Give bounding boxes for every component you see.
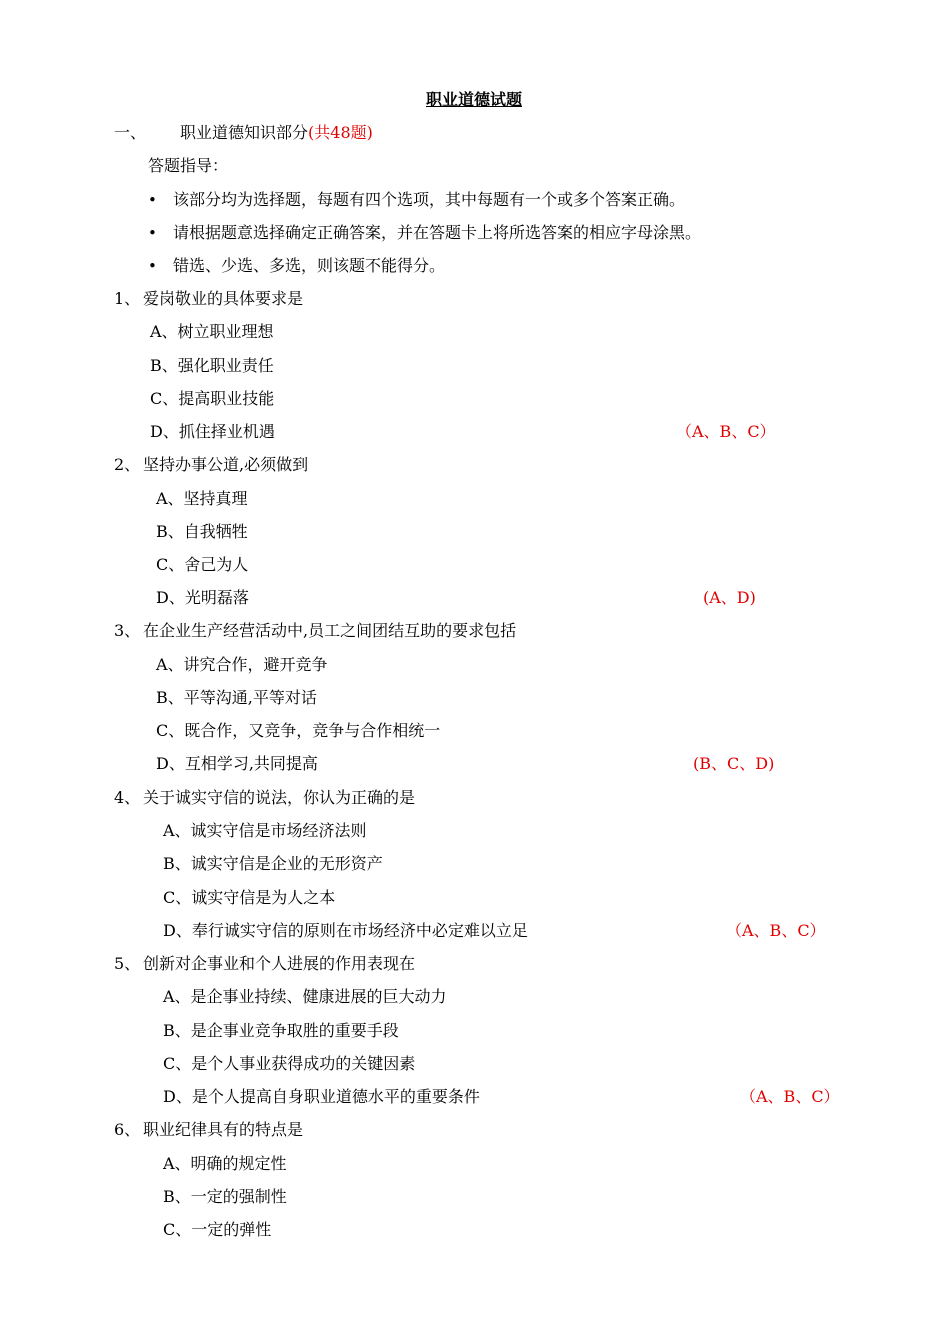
question-text: 创新对企事业和个人进展的作用表现在 [143, 954, 416, 973]
option: A、讲究合作，避开竞争 [156, 655, 328, 674]
guide-item: 该部分均为选择题，每题有四个选项，其中每题有一个或多个答案正确。 [173, 190, 686, 209]
answer: (B、C、D) [693, 754, 775, 773]
answer: （A、B、C） [676, 422, 776, 441]
option: A、树立职业理想 [150, 322, 274, 341]
question-text: 坚持办事公道,必须做到 [143, 455, 309, 474]
option: A、诚实守信是市场经济法则 [163, 821, 367, 840]
guide-item: 请根据题意选择确定正确答案，并在答题卡上将所选答案的相应字母涂黑。 [173, 223, 702, 242]
option: B、是企事业竞争取胜的重要手段 [163, 1021, 399, 1040]
guide-item: 错选、少选、多选，则该题不能得分。 [173, 256, 446, 275]
question-text: 职业纪律具有的特点是 [143, 1120, 304, 1139]
answer: (A、D) [703, 588, 756, 607]
section-title: 职业道德知识部分 [180, 123, 309, 142]
option: D、奉行诚实守信的原则在市场经济中必定难以立足 [163, 921, 528, 940]
option: B、一定的强制性 [163, 1187, 287, 1206]
option: B、自我牺牲 [156, 522, 248, 541]
option: C、一定的弹性 [163, 1220, 272, 1239]
question-text: 在企业生产经营活动中,员工之间团结互助的要求包括 [143, 621, 517, 640]
option: D、是个人提高自身职业道德水平的重要条件 [163, 1087, 480, 1106]
option: C、提高职业技能 [150, 389, 275, 408]
question-number: 4、 [114, 788, 141, 807]
option: D、抓住择业机遇 [150, 422, 275, 441]
section-heading [180, 123, 373, 143]
option: D、光明磊落 [156, 588, 249, 607]
question-text: 关于诚实守信的说法，你认为正确的是 [143, 788, 416, 807]
option: C、是个人事业获得成功的关键因素 [163, 1054, 416, 1073]
section-count: (共48题) [308, 123, 373, 142]
option: B、平等沟通,平等对话 [156, 688, 317, 707]
question-number: 3、 [114, 621, 141, 640]
option: C、舍己为人 [156, 555, 249, 574]
answer: （A、B、C） [726, 921, 826, 940]
question-text: 爱岗敬业的具体要求是 [143, 289, 304, 308]
question-number: 5、 [114, 954, 141, 973]
guide-title: 答题指导： [148, 156, 229, 175]
option: D、互相学习,共同提高 [156, 754, 318, 773]
answer: （A、B、C） [740, 1087, 840, 1106]
option: A、是企事业持续、健康进展的巨大动力 [163, 987, 447, 1006]
question-number: 1、 [114, 289, 141, 308]
question-number: 6、 [114, 1120, 141, 1139]
page-title: 职业道德试题 [426, 90, 523, 109]
option: A、坚持真理 [156, 489, 248, 508]
question-number: 2、 [114, 455, 141, 474]
option: B、强化职业责任 [150, 356, 274, 375]
option: A、明确的规定性 [163, 1154, 287, 1173]
bullet-icon: • [148, 224, 157, 242]
bullet-icon: • [148, 257, 157, 275]
option: B、诚实守信是企业的无形资产 [163, 854, 383, 873]
option: C、既合作，又竞争，竞争与合作相统一 [156, 721, 441, 740]
bullet-icon: • [148, 191, 157, 209]
option: C、诚实守信是为人之本 [163, 888, 336, 907]
section-number: 一、 [114, 123, 147, 142]
